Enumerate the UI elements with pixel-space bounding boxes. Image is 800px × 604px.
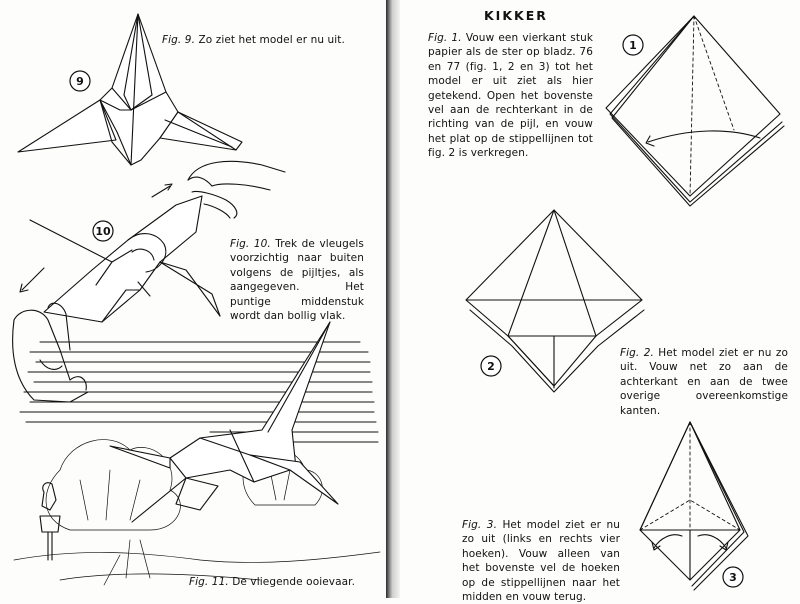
book-gutter bbox=[386, 0, 400, 598]
kikker-fig2-caption: Fig. 2. Het model ziet er nu zo uit. Vouw net zo aan de achterkant en aan de twee overige overeenkomstige kanten. bbox=[620, 347, 789, 417]
flying-stork-scene-illustration bbox=[0, 320, 386, 598]
kikker-fig3-caption: Fig. 3. Het model ziet er nu zo uit (links en rechts vier hoeken). Vouw alleen van het bovenste vel de hoeken op de stippellijnen naar het midden en vouw terug. bbox=[462, 519, 620, 604]
fig9-caption: Fig. 9. Zo ziet het model er nu uit. bbox=[162, 34, 345, 46]
kikker-fig1-caption: Fig. 1. Vouw een vierkant stuk papier als de ster op bladz. 76 en 77 (fig. 1, 2 en 3) tot het model er uit ziet als hier getekend. Open het bovenste vel aan de rechterkant in de richting van de pijl, en vouw het plat op de stippellijnen tot fig. 2 is verkregen. bbox=[428, 32, 594, 160]
fig9-number-badge bbox=[70, 71, 90, 91]
fig10-number-badge bbox=[93, 221, 113, 241]
svg-text:9: 9 bbox=[76, 75, 84, 88]
kikker-fig2-number-badge bbox=[481, 356, 501, 376]
svg-text:1: 1 bbox=[629, 39, 637, 52]
svg-text:10: 10 bbox=[95, 225, 111, 238]
frog-fold-fig3-illustration bbox=[630, 410, 770, 598]
kikker-fig3-number-badge bbox=[723, 567, 743, 587]
svg-text:2: 2 bbox=[487, 360, 495, 373]
frog-fold-fig1-illustration bbox=[600, 8, 800, 208]
svg-text:3: 3 bbox=[729, 571, 737, 584]
fig10-caption: Fig. 10. Trek de vleugels voorzichtig naar buiten volgens de pijltjes, als aangegeven. Het puntige middenstuk wordt dan bollig vlak. bbox=[230, 238, 365, 323]
page-title: KIKKER bbox=[484, 8, 548, 23]
fig11-caption: Fig. 11. De vliegende ooievaar. bbox=[189, 576, 356, 588]
kikker-fig1-number-badge bbox=[623, 35, 643, 55]
